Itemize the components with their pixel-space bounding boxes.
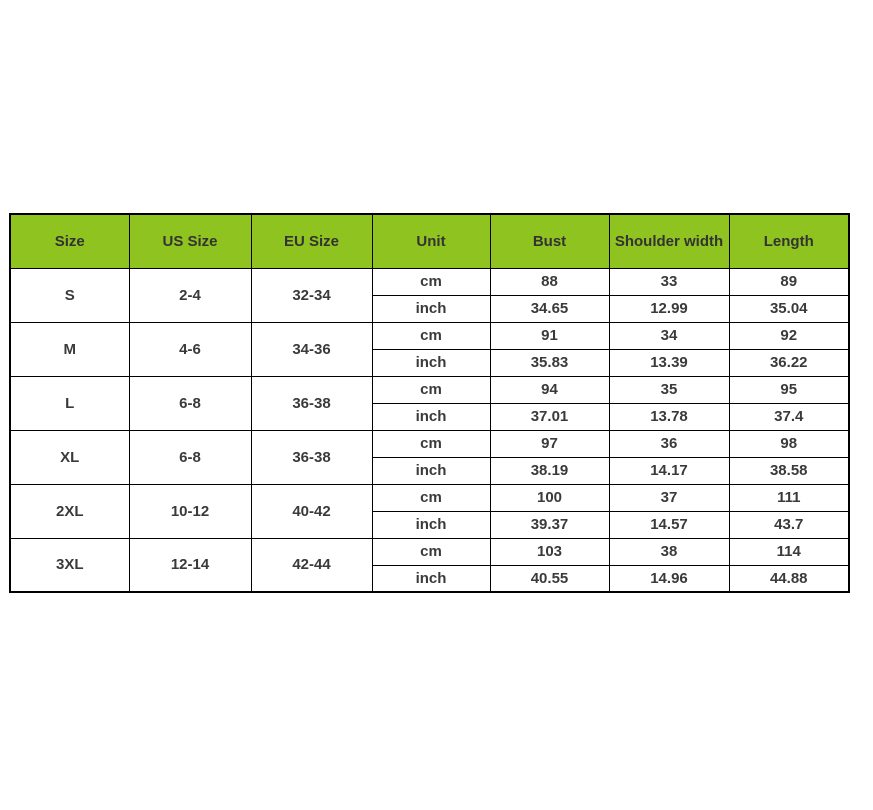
- cell-eu-size: 34-36: [251, 322, 372, 376]
- cell-us-size: 10-12: [129, 484, 251, 538]
- table-row: [10, 268, 849, 295]
- cell-length: 37.4: [729, 403, 849, 430]
- cell-unit: inch: [372, 403, 490, 430]
- size-chart-table: [9, 213, 850, 593]
- cell-length: 89: [729, 268, 849, 295]
- cell-unit: cm: [372, 268, 490, 295]
- cell-unit: cm: [372, 538, 490, 565]
- cell-length: 92: [729, 322, 849, 349]
- cell-length: 38.58: [729, 457, 849, 484]
- cell-size: S: [10, 268, 129, 322]
- cell-us-size: 2-4: [129, 268, 251, 322]
- header-shoulder-width: Shoulder width: [609, 214, 729, 268]
- cell-eu-size: 40-42: [251, 484, 372, 538]
- cell-eu-size: 36-38: [251, 376, 372, 430]
- cell-bust: 94: [490, 376, 609, 403]
- cell-length: 44.88: [729, 565, 849, 592]
- cell-shoulder-width: 13.39: [609, 349, 729, 376]
- cell-length: 43.7: [729, 511, 849, 538]
- cell-size: L: [10, 376, 129, 430]
- header-length: Length: [729, 214, 849, 268]
- cell-unit: inch: [372, 295, 490, 322]
- cell-eu-size: 36-38: [251, 430, 372, 484]
- cell-unit: cm: [372, 322, 490, 349]
- cell-length: 98: [729, 430, 849, 457]
- table-row: [10, 322, 849, 349]
- cell-us-size: 6-8: [129, 376, 251, 430]
- cell-length: 36.22: [729, 349, 849, 376]
- cell-length: 35.04: [729, 295, 849, 322]
- cell-shoulder-width: 33: [609, 268, 729, 295]
- cell-eu-size: 32-34: [251, 268, 372, 322]
- cell-shoulder-width: 13.78: [609, 403, 729, 430]
- cell-shoulder-width: 37: [609, 484, 729, 511]
- cell-size: 2XL: [10, 484, 129, 538]
- cell-length: 111: [729, 484, 849, 511]
- cell-unit: inch: [372, 349, 490, 376]
- cell-size: 3XL: [10, 538, 129, 592]
- cell-bust: 97: [490, 430, 609, 457]
- cell-bust: 37.01: [490, 403, 609, 430]
- cell-eu-size: 42-44: [251, 538, 372, 592]
- cell-bust: 38.19: [490, 457, 609, 484]
- cell-bust: 40.55: [490, 565, 609, 592]
- cell-size: M: [10, 322, 129, 376]
- cell-length: 95: [729, 376, 849, 403]
- table-row: [10, 538, 849, 565]
- header-unit: Unit: [372, 214, 490, 268]
- cell-shoulder-width: 12.99: [609, 295, 729, 322]
- cell-bust: 88: [490, 268, 609, 295]
- cell-bust: 34.65: [490, 295, 609, 322]
- table-row: [10, 430, 849, 457]
- header-eu-size: EU Size: [251, 214, 372, 268]
- cell-unit: inch: [372, 511, 490, 538]
- cell-unit: inch: [372, 565, 490, 592]
- cell-shoulder-width: 35: [609, 376, 729, 403]
- cell-length: 114: [729, 538, 849, 565]
- cell-us-size: 12-14: [129, 538, 251, 592]
- header-size: Size: [10, 214, 129, 268]
- cell-bust: 39.37: [490, 511, 609, 538]
- cell-unit: cm: [372, 430, 490, 457]
- cell-shoulder-width: 14.17: [609, 457, 729, 484]
- cell-bust: 103: [490, 538, 609, 565]
- cell-unit: cm: [372, 376, 490, 403]
- header-bust: Bust: [490, 214, 609, 268]
- header-row: [10, 214, 849, 268]
- cell-us-size: 4-6: [129, 322, 251, 376]
- table-row: [10, 484, 849, 511]
- header-us-size: US Size: [129, 214, 251, 268]
- cell-shoulder-width: 36: [609, 430, 729, 457]
- cell-us-size: 6-8: [129, 430, 251, 484]
- table-row: [10, 376, 849, 403]
- cell-bust: 91: [490, 322, 609, 349]
- cell-shoulder-width: 38: [609, 538, 729, 565]
- cell-size: XL: [10, 430, 129, 484]
- cell-bust: 35.83: [490, 349, 609, 376]
- cell-bust: 100: [490, 484, 609, 511]
- cell-shoulder-width: 14.96: [609, 565, 729, 592]
- cell-shoulder-width: 34: [609, 322, 729, 349]
- cell-shoulder-width: 14.57: [609, 511, 729, 538]
- cell-unit: inch: [372, 457, 490, 484]
- cell-unit: cm: [372, 484, 490, 511]
